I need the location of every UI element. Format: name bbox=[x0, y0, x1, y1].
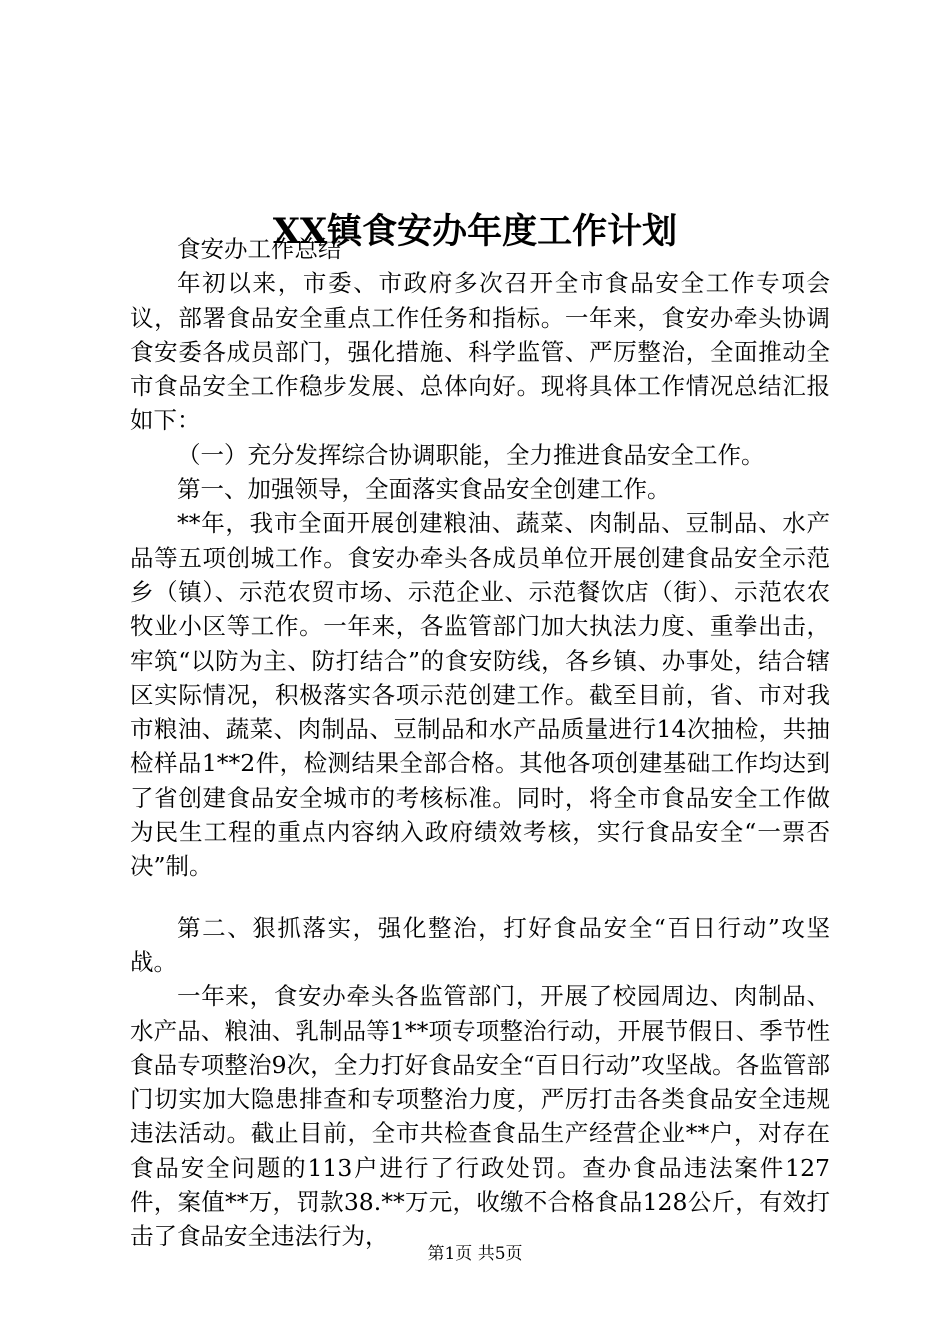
document-title: XX镇食安办年度工作计划 bbox=[272, 211, 678, 253]
document-body bbox=[130, 232, 830, 1254]
intro-paragraph: 年初以来，市委、市政府多次召开全市食品安全工作专项会议，部署食品安全重点工作任务和指标。一年来，食安办牵头协调食安委各成员部门，强化措施、科学监管、严厉整治，全面推动全市食品安全工作稳步发展、总体向好。现将具体工作情况总结汇报如下： bbox=[130, 269, 830, 435]
subsection-heading-1: 第一、加强领导，全面落实食品安全创建工作。 bbox=[177, 475, 671, 504]
paragraph-creation-work: **年，我市全面开展创建粮油、蔬菜、肉制品、豆制品、水产品等五项创城工作。食安办牵头各成员单位开展创建食品安全示范乡（镇）、示范农贸市场、示范企业、示范餐饮店（街）、示范农农牧业小区等工作。一年来，各监管部门加大执法力度、重拳出击，牢筑“以防为主、防打结合”的食安防线，各乡镇、办事处，结合辖区实际情况，积极落实各项示范创建工作。截至目前，省、市对我市粮油、蔬菜、肉制品、豆制品和水产品质量进行14次抽检，共抽检样品1**2件，检测结果全部合格。其他各项创建基础工作均达到了省创建食品安全城市的考核标准。同时，将全市食品安全工作做为民生工程的重点内容纳入政府绩效考核，实行食品安全“一票否决”制。 bbox=[130, 509, 830, 881]
section-label: 食安办工作总结 bbox=[177, 235, 342, 263]
section-heading-1: （一）充分发挥综合协调职能，全力推进食品安全工作。 bbox=[177, 440, 765, 469]
paragraph-rectification: 一年来，食安办牵头各监管部门，开展了校园周边、肉制品、水产品、粮油、乳制品等1**项专项整治行动，开展节假日、季节性食品专项整治9次，全力打好食品安全“百日行动”攻坚战。各监管部门切实加大隐患排查和专项整治力度，严厉打击各类食品安全违规违法活动。截止目前，全市共检查食品生产经营企业**户，对存在食品安全问题的113户进行了行政处罚。查办食品违法案件127件，案值**万，罚款38.**万元，收缴不合格食品128公斤，有效打击了食品安全违法行为， bbox=[130, 982, 830, 1251]
page-footer: 第1页 共5页 bbox=[427, 1244, 523, 1264]
subsection-heading-2: 第二、狠抓落实，强化整治，打好食品安全“百日行动”攻坚战。 bbox=[130, 913, 830, 976]
